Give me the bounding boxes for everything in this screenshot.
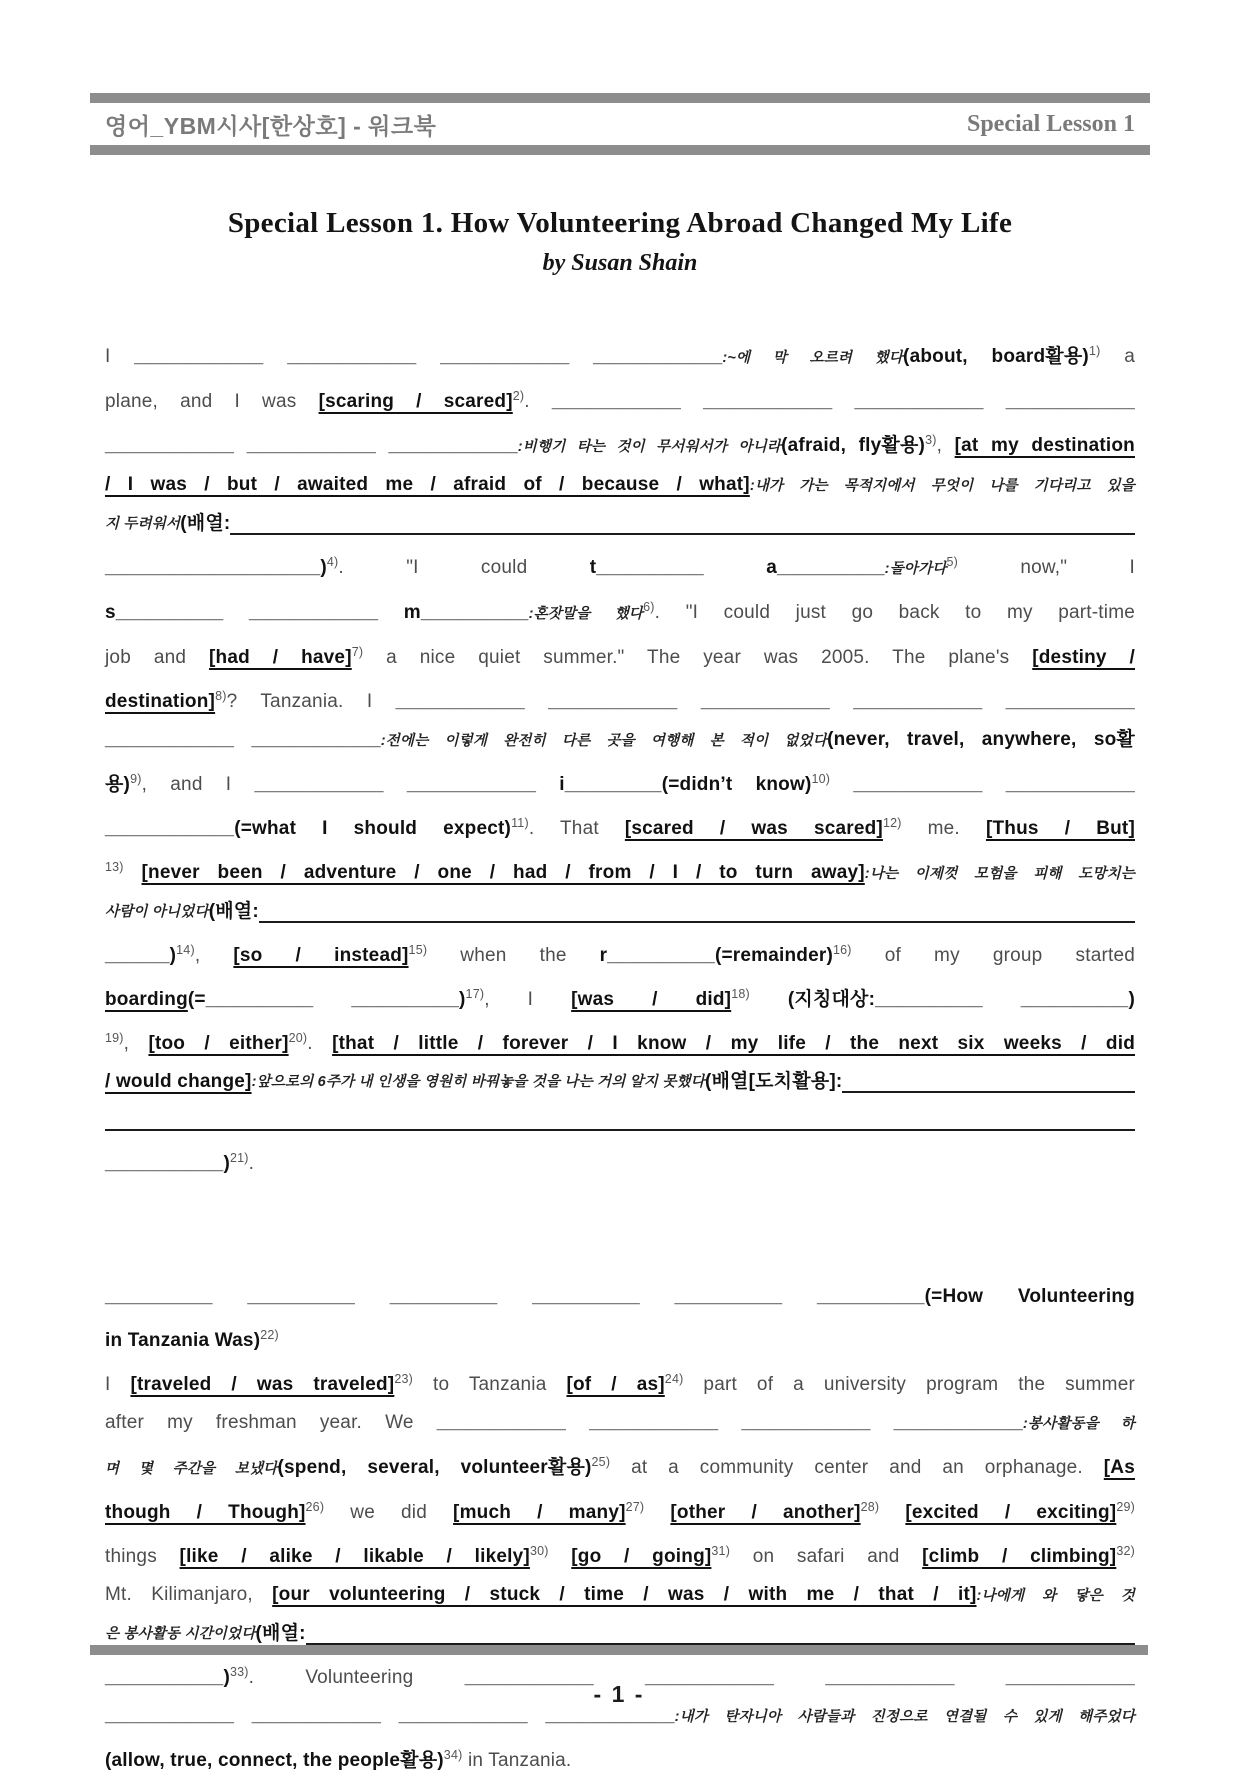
text-run [223,602,249,623]
choice-run: [our volunteering / stuck / time / was / with me / that / it] [272,1584,977,1605]
text-run: on safari and [730,1546,923,1567]
choice-run: / would change] [105,1071,252,1092]
text-run: at a community center and an orphanage. [610,1457,1104,1478]
text-line [105,1532,1135,1576]
text-run [750,989,788,1010]
hint-run: 용) [105,774,131,795]
choice-run: [of / as] [566,1374,665,1395]
note-number: 13) [105,860,124,874]
note-number: 2) [512,389,525,403]
text-run: . [524,391,552,412]
korean-translation: :~에 막 오르려 했다 [722,350,904,366]
hint-run: (afraid, fly활용) [781,435,926,456]
text-line [105,421,1135,466]
choice-run: [scared / was scared] [624,818,883,839]
note-number: 4) [326,555,339,569]
hint-run: m [403,602,421,623]
note-number: 24) [664,1372,684,1386]
note-number: 21) [229,1151,249,1165]
text-line [105,1278,1135,1316]
text-run: part of a university program the summer [683,1374,1135,1395]
blank-run: _________ [564,774,662,795]
page-footer [90,1645,1148,1708]
hint-run: (spend, several, volunteer활용) [277,1457,592,1478]
note-number: 25) [591,1455,611,1469]
text-run: , [123,1033,149,1054]
hint-run: ) [223,1667,230,1688]
text-run [378,602,404,623]
blank-run: __________ [420,602,529,623]
note-number: 28) [860,1500,880,1514]
note-number: 11) [511,816,529,830]
header-top-rule [90,93,1150,103]
text-run: . Volunteering [248,1667,465,1688]
text-run: me. [901,818,986,839]
blank-run: ___________ [105,1667,224,1688]
page-number: - 1 - [593,1681,645,1707]
hint-run: (배열: [180,513,231,534]
blank-run: __________ __________ [205,989,460,1010]
hint-run: (never, travel, anywhere, so활 [827,729,1135,750]
header-bottom-rule [90,145,1150,155]
text-line [105,975,1135,1019]
text-line [105,1139,1135,1183]
text-run [124,862,142,883]
note-number: 6) [643,600,655,614]
text-line [105,1063,1135,1101]
blank-run: ____________ ____________ [853,774,1135,795]
blank-run: __________ [777,557,885,578]
blank-run: ____________ ____________ ____________ [105,435,518,456]
fill-blank-line [105,1127,1135,1131]
hint-run: (배열: [255,1623,306,1644]
note-number: 22) [260,1328,279,1342]
hint-run: (=what I should expect) [234,818,512,839]
text-run: . That [528,818,625,839]
korean-translation: 지 두려워서 [105,516,181,532]
text-run: , [194,945,234,966]
text-line [105,760,1135,804]
note-number: 14) [176,943,195,957]
note-number: 34) [443,1748,463,1762]
choice-run: [too / either] [148,1033,289,1054]
text-line [105,721,1135,760]
text-line [105,848,1135,893]
text-run [644,1502,670,1523]
text-line [105,893,1135,931]
korean-translation: 은 봉사활동 시간이었다 [105,1626,256,1642]
note-number: 8) [215,689,227,703]
choice-run: [had / have] [208,647,352,668]
choice-run: [that / little / forever / I know / my life / the next six weeks / did [332,1033,1135,1054]
hint-run: ) [459,989,466,1010]
blank-run: ____________ [105,818,235,839]
hint-run: s [105,602,116,623]
blank-run: ____________ ____________ ____________ ____________ [134,346,723,367]
blank-run: __________ __________ __________ __________ __________ __________ [105,1286,925,1307]
text-line [105,377,1135,421]
blank-run: ____________ ____________ [254,774,537,795]
text-run: a [1100,346,1135,367]
note-number: 15) [408,943,428,957]
note-number: 1) [1088,344,1101,358]
blank-run: ____________ ____________ ____________ ____________ [436,1412,1023,1433]
text-line [105,677,1135,721]
hint-run: (allow, true, connect, the people활용) [105,1750,444,1771]
note-number: 7) [351,645,364,659]
choice-run: [so / instead] [233,945,409,966]
text-run: when the [427,945,600,966]
text-run: . "I could just go back to my part-time [654,602,1135,623]
note-number: 17) [465,987,485,1001]
text-run: to Tanzania [413,1374,567,1395]
blank-run: __________ [607,945,715,966]
text-run: after my freshman year. We [105,1412,437,1433]
text-run: , and I [141,774,255,795]
blank-run: ____________ ____________ ____________ ____________ [551,391,1135,412]
text-run [830,774,853,795]
choice-run: [climb / climbing] [922,1546,1117,1567]
text-run [704,557,766,578]
text-line [105,1576,1135,1615]
blank-run: __________ [115,602,224,623]
korean-translation: :내가 탄자니아 사람들과 진정으로 연결될 수 있게 해주었다 [674,1709,1135,1725]
note-number: 31) [711,1544,731,1558]
text-block [105,332,1135,1183]
korean-translation: 사람이 아니었다 [105,904,209,920]
korean-translation: :전에는 이렇게 완전히 다른 곳을 여행해 본 적이 없었다 [380,733,828,749]
blank-run: ______ [105,945,170,966]
lesson-title: Special Lesson 1. How Volunteering Abroad Changed My Life [227,207,1013,239]
text-line [105,633,1135,677]
choice-run: / I was / but / awaited me / afraid of / because / what] [105,474,750,495]
choice-run: [other / another] [670,1502,861,1523]
choice-run: boarding [105,989,188,1010]
text-run: now," I [958,557,1135,578]
footer-rule [90,1645,1148,1655]
hint-run: ) [1128,989,1135,1010]
hint-run: (= [187,989,206,1010]
text-run: a nice quiet summer." The year was 2005. The plane's [363,647,1033,668]
choice-run: [As [1103,1457,1135,1478]
note-number: 29) [1116,1500,1135,1514]
blank-run: ___________ [105,1153,224,1174]
text-line [105,505,1135,543]
text-line [105,1404,1135,1443]
korean-translation: :혼잣말을 했다 [528,606,644,622]
choice-run: [like / alike / likable / likely] [179,1546,530,1567]
text-run [536,774,559,795]
choice-run: [was / did] [571,989,732,1010]
text-line [105,804,1135,848]
text-run: in Tanzania. [462,1750,572,1771]
note-number: 26) [305,1500,325,1514]
hint-run: ) [223,1153,230,1174]
text-line [105,1316,1135,1360]
text-run [879,1502,905,1523]
blank-run: ____________ ____________ ____________ ____________ [105,1705,675,1726]
hint-run: (=How Volunteering [924,1286,1135,1307]
choice-run: [scaring / scared] [318,391,513,412]
choice-run: [excited / exciting] [905,1502,1117,1523]
text-run: , I [484,989,572,1010]
text-line [105,1360,1135,1404]
text-line [105,543,1135,588]
note-number: 12) [882,816,902,830]
text-run: , [936,435,955,456]
blank-run: ____________________ [105,557,321,578]
blank-run: ____________ ____________ [105,729,381,750]
note-number: 3) [925,433,937,447]
header-right-title: Special Lesson 1 [966,110,1135,137]
note-number: 9) [130,772,142,786]
blank-run: __________ __________ [875,989,1129,1010]
note-number: 33) [229,1665,249,1679]
worksheet-body [105,332,1135,1780]
fill-blank-line [230,531,1135,535]
choice-run: [never been / adventure / one / had / from / I / to turn away] [141,862,865,883]
text-line [105,1101,1135,1139]
choice-run: destination] [105,691,216,712]
hint-run: ) [320,557,327,578]
choice-run: [at my destination [954,435,1135,456]
blank-run: ____________ ____________ ____________ ____________ [464,1667,1136,1688]
fill-blank-line [259,919,1135,923]
note-number: 10) [811,772,831,786]
text-run: things [105,1546,180,1567]
korean-translation: :비행기 타는 것이 무서워서가 아니라 [517,439,782,455]
blank-run: ____________ ____________ ____________ ____________ ____________ [395,691,1135,712]
text-line [105,588,1135,633]
hint-run: r [599,945,608,966]
hint-run: a [766,557,777,578]
text-run: I [105,1374,131,1395]
text-run: of my group started [851,945,1135,966]
note-number: 19) [105,1031,124,1045]
choice-run: [traveled / was traveled] [130,1374,395,1395]
korean-translation: :봉사활동을 하 [1022,1416,1136,1432]
text-run: . [248,1153,255,1174]
text-run: plane, and I was [105,391,319,412]
choice-run: [much / many] [453,1502,626,1523]
page-header [105,0,1135,155]
choice-run: [Thus / But] [985,818,1135,839]
text-line [105,931,1135,975]
note-number: 5) [946,555,959,569]
note-number: 18) [731,987,750,1001]
choice-run: though / Though] [105,1502,306,1523]
hint-run: t [589,557,597,578]
note-number: 32) [1116,1544,1135,1558]
korean-translation: :돌아가다 [884,561,947,577]
korean-translation: :내가 가는 목적지에서 무엇이 나를 기다리고 있을 [749,478,1135,494]
blank-run: ____________ [249,602,379,623]
hint-run: (배열: [208,901,259,922]
choice-run: [go / going] [571,1546,712,1567]
text-run: ? Tanzania. I [226,691,396,712]
note-number: 23) [394,1372,414,1386]
text-run: job and [105,647,209,668]
hint-run: i [559,774,565,795]
hint-run: (=remainder) [714,945,833,966]
text-line [105,466,1135,505]
lesson-author: by Susan Shain [542,250,698,276]
choice-run: [destiny / [1032,647,1136,668]
hint-run: (배열[도치활용]: [704,1071,843,1092]
blank-run: __________ [596,557,704,578]
korean-translation: 며 몇 주간을 보냈다 [105,1461,278,1477]
text-run [549,1546,572,1567]
text-run: Mt. Kilimanjaro, [105,1584,273,1605]
hint-run: ) [169,945,177,966]
text-run: . "I could [338,557,590,578]
text-line [105,332,1135,377]
korean-translation: :앞으로의 6주가 내 인생을 영원히 바꿔놓을 것을 나는 거의 알지 못했다 [251,1074,705,1090]
hint-run: (지칭대상: [787,989,876,1010]
text-line [105,1488,1135,1532]
text-run: . [307,1033,333,1054]
text-line [105,1019,1135,1063]
fill-blank-line [842,1089,1135,1093]
text-run: we did [324,1502,454,1523]
hint-run: (about, board활용) [903,346,1089,367]
korean-translation: :나에게 와 닿은 것 [976,1588,1135,1604]
hint-run: in Tanzania Was) [105,1330,261,1351]
note-number: 20) [288,1031,308,1045]
hint-run: (=didn’t know) [661,774,812,795]
korean-translation: :나는 이제껏 모험을 피해 도망치는 [864,866,1136,882]
note-number: 16) [832,943,852,957]
text-run: I [105,346,135,367]
note-number: 30) [529,1544,549,1558]
header-left-title: 영어_YBM시사[한상호] - 워크북 [105,112,437,139]
text-line [105,1736,1135,1780]
text-line [105,1443,1135,1488]
note-number: 27) [625,1500,645,1514]
